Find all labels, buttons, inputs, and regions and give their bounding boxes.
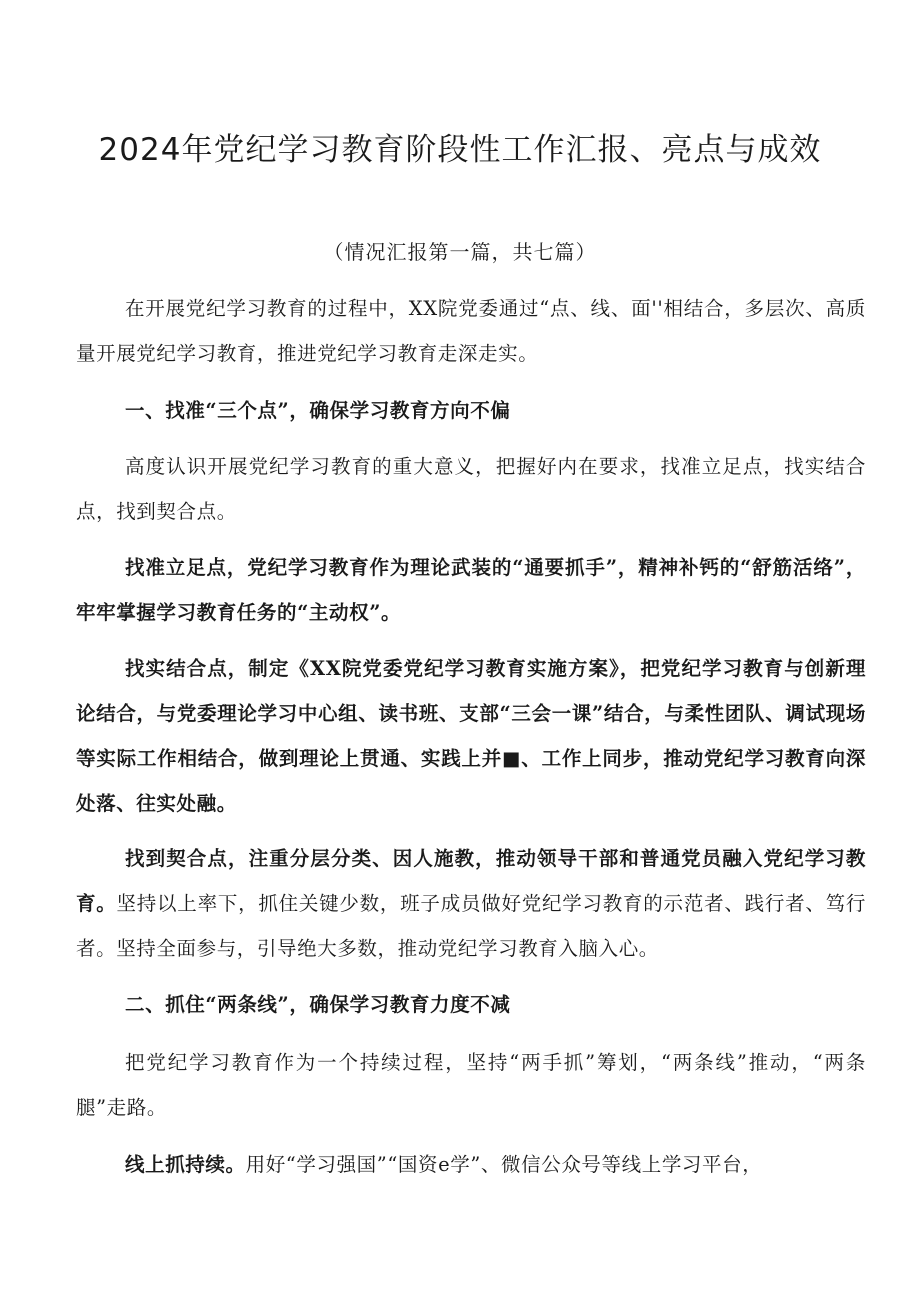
document-title: 2024年党纪学习教育阶段性工作汇报、亮点与成效	[98, 132, 822, 168]
section-heading-1: 一、找准“三个点”，确保学习教育方向不偏	[125, 399, 511, 422]
paragraph-3: 找实结合点，制定《XX院党委党纪学习教育实施方案》，把党纪学习教育与创新理论结合，与党委理论学习中心组、读书班、支部“三会一课”结合，与柔性团队、调试现场等实际工作相结合，做到理论上贯通、实践上并■、工作上同步，推动党纪学习教育向深处落、往实处融。	[76, 657, 866, 815]
paragraph-6-lead: 线上抓持续。	[125, 1153, 246, 1176]
paragraph-5: 把党纪学习教育作为一个持续过程，坚持“两手抓”筹划，“两条线”推动，“两条腿”走路。	[76, 1051, 866, 1119]
paragraph-6-body: 用好“学习强国”“国资e学”、微信公众号等线上学习平台，	[245, 1153, 763, 1176]
paragraph-4-lead: 找到契合点，注重分层分类、因人施教，推动领导干部和普通党员融入党纪学习教育。	[76, 847, 866, 915]
paragraph-2: 找准立足点，党纪学习教育作为理论武装的“通要抓手”，精神补钙的“舒筋活络”，牢牢掌握学习教育任务的“主动权”。	[76, 556, 866, 624]
paragraph-1: 高度认识开展党纪学习教育的重大意义，把握好内在要求，找准立足点，找实结合点，找到契合点。	[76, 455, 866, 523]
paragraph-6	[76, 1142, 866, 1187]
document-subtitle: （情况汇报第一篇，共七篇）	[323, 240, 597, 264]
paragraph-4	[76, 836, 866, 971]
section-heading-2: 二、抓住“两条线”，确保学习教育力度不减	[125, 993, 511, 1016]
paragraph-4-body: 坚持以上率下，抓住关键少数，班子成员做好党纪学习教育的示范者、践行者、笃行者。坚持全面参与，引导绝大多数，推动党纪学习教育入脑入心。	[76, 892, 867, 960]
intro-paragraph: 在开展党纪学习教育的过程中，XX院党委通过“点、线、面''相结合，多层次、高质量开展党纪学习教育，推进党纪学习教育走深走实。	[76, 297, 866, 365]
